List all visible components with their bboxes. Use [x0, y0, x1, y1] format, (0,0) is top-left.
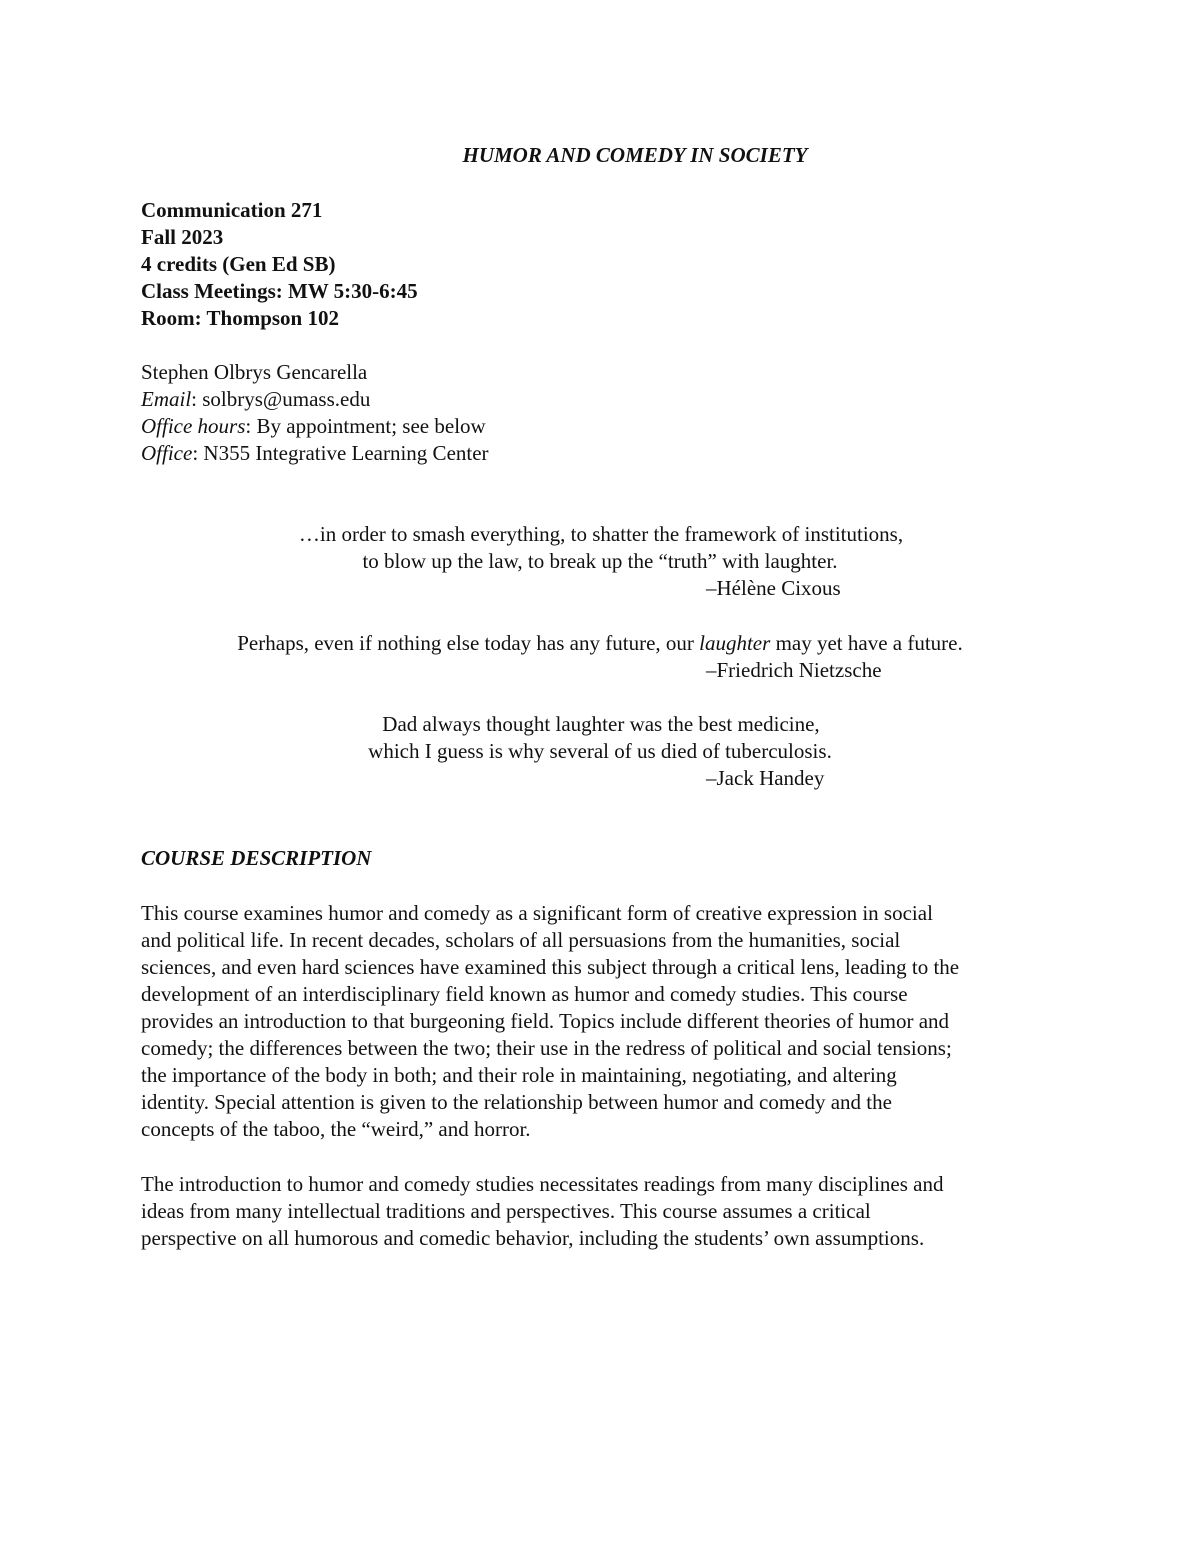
paragraph-line: comedy; the differences between the two; their use in the redress of political and social tensions; — [141, 1036, 952, 1060]
paragraph-line: concepts of the taboo, the “weird,” and horror. — [141, 1117, 531, 1141]
epigraph-line: Dad always thought laughter was the best medicine, — [382, 712, 820, 736]
course-info-block — [141, 197, 418, 332]
paragraph-line: This course examines humor and comedy as a significant form of creative expression in social — [141, 901, 933, 925]
epigraph-cixous — [0, 521, 1200, 602]
class-room: Room: Thompson 102 — [141, 306, 339, 330]
office-label: Office — [141, 441, 193, 465]
epigraph-handey — [0, 711, 1200, 792]
epigraph-nietzsche — [0, 630, 1200, 684]
epigraph-emphasis: laughter — [699, 631, 771, 655]
course-description-paragraph-2 — [141, 1171, 1066, 1252]
epigraph-attribution: –Friedrich Nietzsche — [706, 658, 882, 682]
paragraph-line: the importance of the body in both; and their role in maintaining, negotiating, and altering — [141, 1063, 897, 1087]
paragraph-line: development of an interdisciplinary field known as humor and comedy studies. This course — [141, 982, 908, 1006]
epigraph-line — [0, 630, 1200, 657]
class-meetings: Class Meetings: MW 5:30-6:45 — [141, 279, 418, 303]
paragraph-line: ideas from many intellectual traditions and perspectives. This course assumes a critical — [141, 1199, 871, 1223]
office-hours-label: Office hours — [141, 414, 246, 438]
paragraph-line: identity. Special attention is given to the relationship between humor and comedy and the — [141, 1090, 892, 1114]
epigraph-text-after: may yet have a future. — [770, 631, 963, 655]
instructor-email — [141, 386, 489, 413]
paragraph-line: The introduction to humor and comedy studies necessitates readings from many disciplines and — [141, 1172, 944, 1196]
paragraph-line: sciences, and even hard sciences have examined this subject through a critical lens, leading to the — [141, 955, 960, 979]
paragraph-line: perspective on all humorous and comedic behavior, including the students’ own assumptions. — [141, 1226, 925, 1250]
epigraph-attribution: –Jack Handey — [706, 766, 825, 790]
office-hours-value: : By appointment; see below — [245, 414, 486, 438]
document-title: HUMOR AND COMEDY IN SOCIETY — [462, 143, 808, 167]
epigraph-text-before: Perhaps, even if nothing else today has any future, our — [237, 631, 700, 655]
email-label: Email — [141, 387, 192, 411]
instructor-name: Stephen Olbrys Gencarella — [141, 360, 368, 384]
office-value: : N355 Integrative Learning Center — [192, 441, 489, 465]
course-number: Communication 271 — [141, 198, 323, 222]
course-description-paragraph-1 — [141, 900, 1066, 1143]
instructor-block — [141, 359, 489, 467]
paragraph-line: and political life. In recent decades, scholars of all persuasions from the humanities, social — [141, 928, 901, 952]
epigraph-line: to blow up the law, to break up the “truth” with laughter. — [362, 549, 838, 573]
course-credits: 4 credits (Gen Ed SB) — [141, 252, 336, 276]
epigraph-attribution: –Hélène Cixous — [706, 576, 841, 600]
instructor-office-hours — [141, 413, 489, 440]
instructor-office — [141, 440, 489, 467]
epigraph-line: which I guess is why several of us died of tuberculosis. — [368, 739, 832, 763]
epigraph-line: …in order to smash everything, to shatter the framework of institutions, — [298, 522, 904, 546]
course-description-heading: COURSE DESCRIPTION — [141, 846, 372, 870]
course-term: Fall 2023 — [141, 225, 224, 249]
email-value: : solbrys@umass.edu — [191, 387, 371, 411]
paragraph-line: provides an introduction to that burgeoning field. Topics include different theories of humor and — [141, 1009, 950, 1033]
